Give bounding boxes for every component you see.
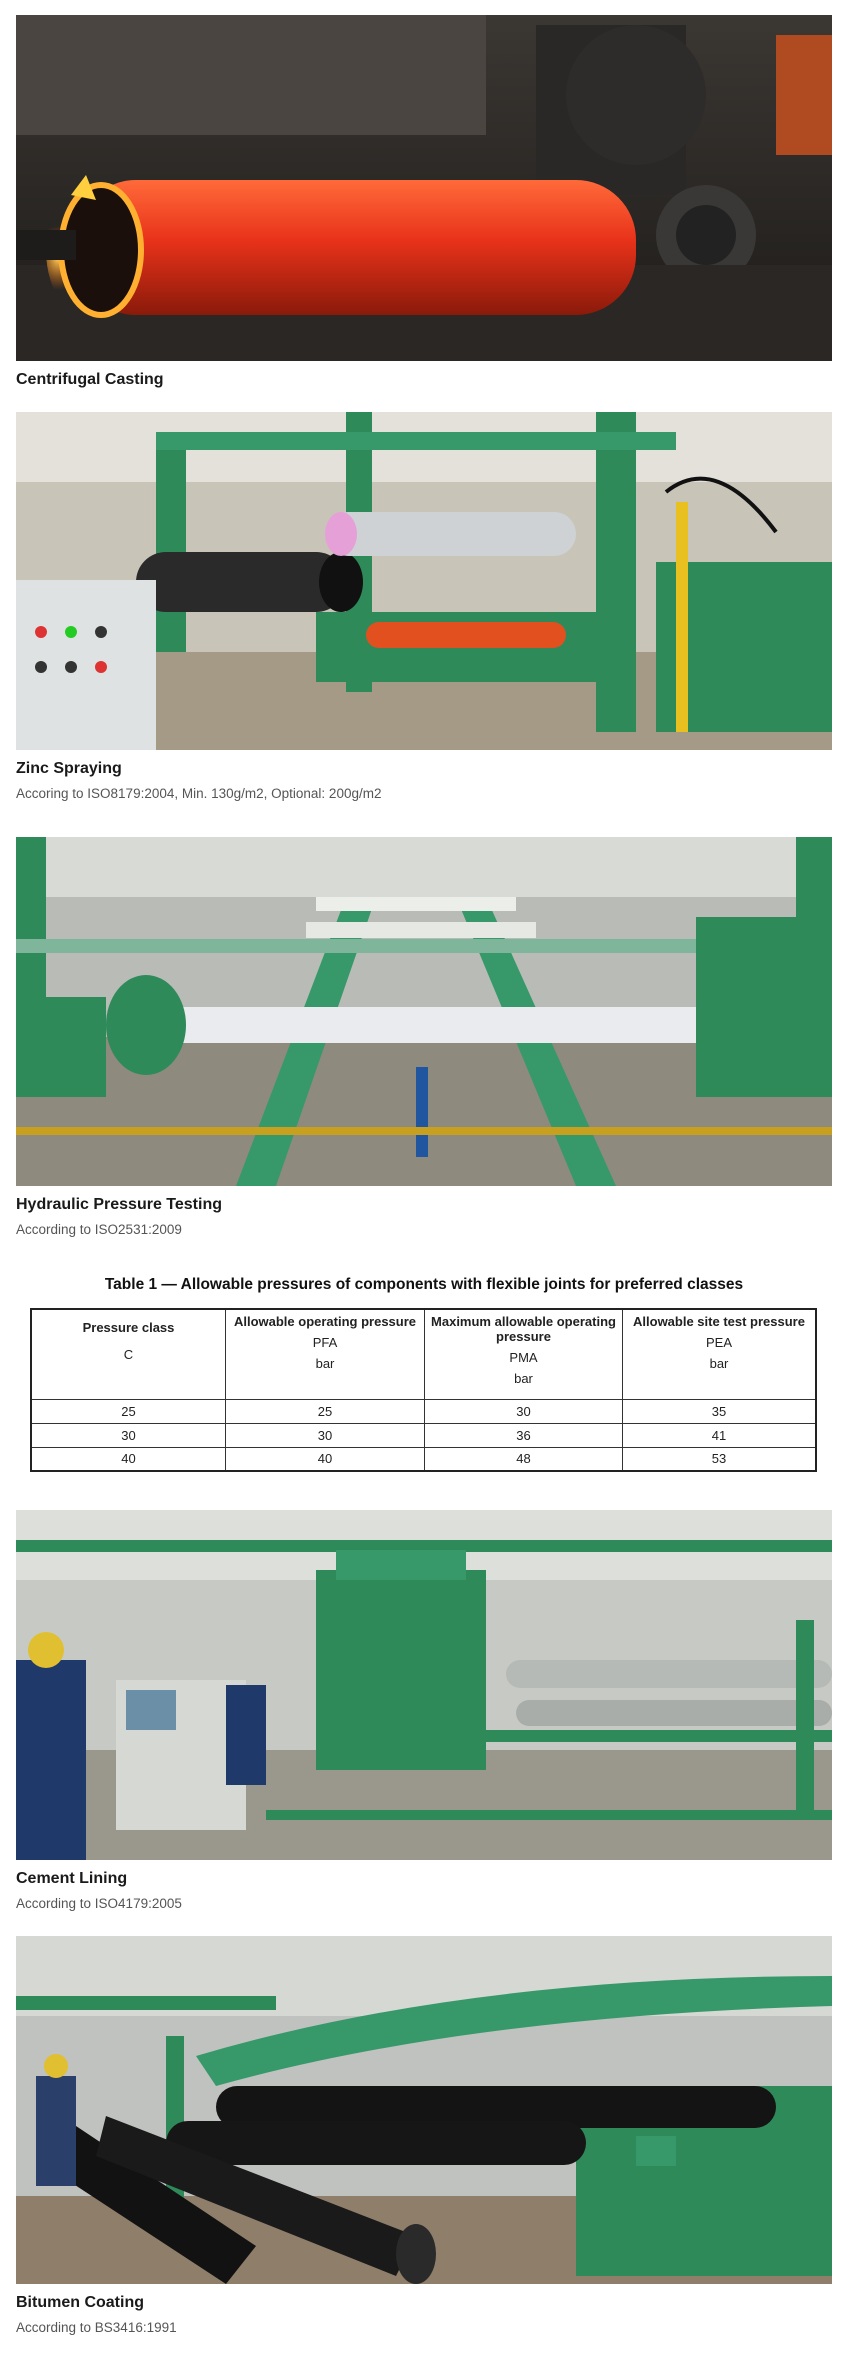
table-title: Table 1 — Allowable pressures of components with flexible joints for preferred classes [104, 1276, 744, 1293]
zinc-spraying-photo [16, 412, 832, 750]
caption: Cement Lining [16, 1870, 128, 1887]
table-cell: 41 [623, 1423, 817, 1447]
table-cell: 35 [623, 1399, 817, 1423]
table-cell: 30 [226, 1423, 425, 1447]
table-cell: 48 [425, 1447, 623, 1471]
centrifugal-casting-photo [16, 15, 832, 361]
caption: Bitumen Coating [16, 2294, 144, 2311]
pressure-table [30, 1308, 817, 1472]
table-cell: 25 [226, 1399, 425, 1423]
caption: Centrifugal Casting [16, 371, 164, 388]
section-bitumen-coating [16, 1936, 832, 2335]
table-cell: 36 [425, 1423, 623, 1447]
table-row [31, 1423, 816, 1447]
header-cell: Allowable operating pressure PFA bar [226, 1309, 425, 1399]
note: According to BS3416:1991 [16, 2320, 177, 2335]
table-row [31, 1399, 816, 1423]
section-hydraulic-testing [16, 837, 832, 1237]
caption: Hydraulic Pressure Testing [16, 1196, 222, 1213]
hydraulic-testing-photo [16, 837, 832, 1186]
bitumen-coating-photo [16, 1936, 832, 2284]
header-cell: Allowable site test pressure PEA bar [623, 1309, 817, 1399]
note: Accoring to ISO8179:2004, Min. 130g/m2, Optional: 200g/m2 [16, 786, 382, 801]
cement-lining-photo [16, 1510, 832, 1860]
header-cell: Maximum allowable operating pressure PMA bar [425, 1309, 623, 1399]
table-row [31, 1447, 816, 1471]
table-cell: 30 [425, 1399, 623, 1423]
table-cell: 30 [31, 1423, 226, 1447]
section-cement-lining [16, 1510, 832, 1911]
pressure-table-section [16, 1262, 832, 1494]
table-header-row [31, 1309, 816, 1399]
header-cell: Pressure class C [31, 1309, 226, 1399]
table-cell: 53 [623, 1447, 817, 1471]
note: According to ISO4179:2005 [16, 1896, 182, 1911]
table-cell: 40 [226, 1447, 425, 1471]
section-centrifugal-casting [16, 15, 832, 389]
section-zinc-spraying [16, 412, 832, 801]
caption: Zinc Spraying [16, 760, 122, 777]
table-cell: 40 [31, 1447, 226, 1471]
note: According to ISO2531:2009 [16, 1222, 182, 1237]
table-cell: 25 [31, 1399, 226, 1423]
